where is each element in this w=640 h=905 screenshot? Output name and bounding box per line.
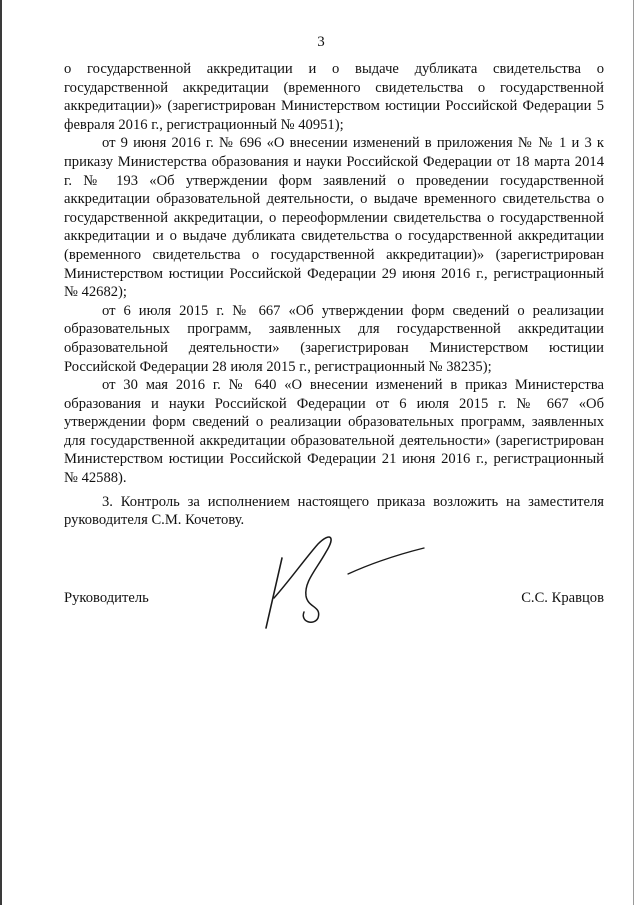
paragraph-control-clause: 3. Контроль за исполнением настоящего приказа возложить на заместителя руководителя С.М. Кочетову. (64, 493, 604, 529)
signatory-title: Руководитель (64, 590, 149, 606)
paragraph-order-667: от 6 июля 2015 г. № 667 «Об утверждении форм сведений о реализации образовательных программ, заявленных для государственной аккредитации образовательной деятельности» (зарегистрирован Министерством юстиции Российской Федерации 28 июля 2015 г., регистрационный № 38235); (64, 302, 604, 375)
signatory-name: С.С. Кравцов (521, 590, 604, 606)
paragraph-continuation: о государственной аккредитации и о выдаче дубликата свидетельства о государственной аккредитации (временного свидетельства о государственной аккредитации)» (зарегистрирован Министерством юстиции Российской Федерации 5 февраля 2016 г., регистрационный № 40951); (64, 61, 604, 133)
handwritten-signature (260, 530, 430, 635)
paragraph-order-696: от 9 июня 2016 г. № 696 «О внесении изменений в приложения № № 1 и 3 к приказу Министерства образования и науки Российской Федерации от 18 марта 2014 г. № 193 «Об утверждении форм заявлений о проведении государственной аккредитации образовательной деятельности, о выдаче временного свидетельства о государственной аккредитации, о переоформлении свидетельства о государственной аккредитации и о выдаче дубликата свидетельства о государственной аккредитации (временного свидетельства о государственной аккредитации)» (зарегистрирован Министерством юстиции Российской Федерации 29 июня 2016 г., регистрационный № 42682); (64, 135, 604, 301)
paragraph-order-640: от 30 мая 2016 г. № 640 «О внесении изменений в приказ Министерства образования и науки Российской Федерации от 6 июля 2015 г. № 667 «Об утверждении форм сведений о реализации образовательных программ, заявленных для государственной аккредитации образовательной деятельности» (зарегистрирован Министерством юстиции Российской Федерации 21 июня 2016 г., регистрационный № 42588). (64, 377, 604, 487)
page-number: 3 (317, 34, 325, 50)
document-body (64, 60, 604, 530)
